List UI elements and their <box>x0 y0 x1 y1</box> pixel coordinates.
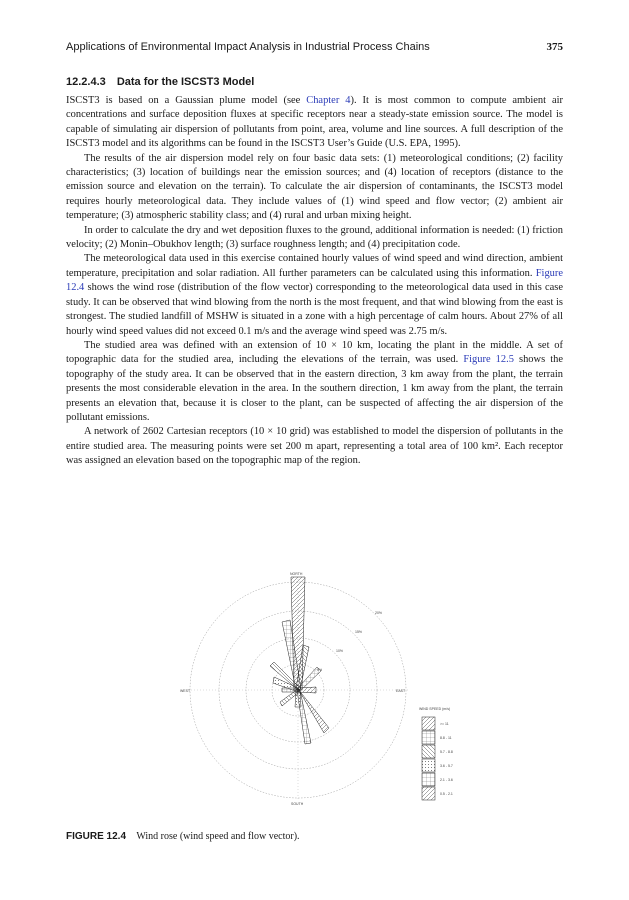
legend-swatch-5 <box>422 773 435 786</box>
legend-label-4: 3.6 - 5.7 <box>440 764 453 768</box>
wind-rose-petals <box>270 577 329 744</box>
label-west: WEST <box>180 689 191 693</box>
petal-w <box>282 688 298 692</box>
section-number: 12.2.4.3 <box>66 76 106 88</box>
legend-swatch-6 <box>422 787 435 800</box>
page-number: 375 <box>546 41 563 53</box>
legend-swatch-1 <box>422 717 435 730</box>
figure-12-5-link[interactable]: Figure 12.5 <box>463 354 514 366</box>
legend-title: WIND SPEED (m/s) <box>419 707 451 711</box>
text-span: The meteorological data used in this exercise contained hourly values of wind speed and wind direction, ambient temperature, precipitation and solar radiation. All further parameters can be calculated using this information. <box>66 253 563 279</box>
label-east: EAST <box>396 689 406 693</box>
body-text <box>66 94 563 469</box>
running-title: Applications of Environmental Impact Analysis in Industrial Process Chains <box>66 41 430 53</box>
legend-swatch-2 <box>422 731 435 744</box>
figure-caption-text: Wind rose (wind speed and flow vector). <box>136 831 300 842</box>
legend-label-5: 2.1 - 3.6 <box>440 778 453 782</box>
text-span: shows the topography of the study area. It can be observed that in the eastern direction, 3 km away from the plant, the terrain presents the most considerable elevation in the area. In the southern direction, 1 km away from the plant, the terrain presents an elevation that, because it is closer to the plant, can be suspected of affecting the air dispersion of the pollutant emissions. <box>66 354 563 423</box>
paragraph-5 <box>66 339 563 425</box>
wind-rose-svg <box>178 565 468 810</box>
legend-label-3: 5.7 - 8.8 <box>440 750 453 754</box>
running-header <box>66 41 563 53</box>
ring-label-2: 10% <box>336 649 344 653</box>
chapter-4-link[interactable]: Chapter 4 <box>306 95 351 106</box>
paragraph-2: The results of the air dispersion model rely on four basic data sets: (1) meteorological conditions; (2) facility characteristics; (3) location of buildings near the emission sources; and (4) location of receptors (distance to the emission source and elevation on the terrain). To calculate the air dispersion of contaminants, the ISCST3 model requires hourly meteorological data. They include values of (1) wind speed and flow vector; (2) ambient air temperature; (3) atmospheric stability class; and (4) rural and urban mixing height. <box>66 152 563 222</box>
legend-label-1: >= 11 <box>440 722 449 726</box>
label-north: NORTH <box>290 572 303 576</box>
ring-label-3: 15% <box>355 630 363 634</box>
paragraph-6: A network of 2602 Cartesian receptors (10 × 10 grid) was established to model the dispersion of pollutants in the entire studied area. The measuring points were set 200 m apart, representing a total area of 100 km². Each receptor was assigned an elevation based on the topographic map of the region. <box>66 426 563 467</box>
figure-caption <box>66 831 300 842</box>
section-title: Data for the ISCST3 Model <box>116 76 255 88</box>
section-heading <box>66 76 254 88</box>
figure-12-4-link[interactable]: Figure 12.4 <box>66 267 563 294</box>
label-south: SOUTH <box>291 802 304 806</box>
text-span: shows the wind rose (distribution of the flow vector) corresponding to the meteorological data used in this case study. It can be observed that wind blowing from the north is the most frequent, and that wind blowing from the east is strongest. The studied landfill of MSHW is situated in a zone with a high percentage of calm hours. About 27% of all hourly wind speed values did not exceed 0.1 m/s and the average wind speed was 2.75 m/s. <box>66 282 563 337</box>
figure-label: FIGURE 12.4 <box>66 831 127 842</box>
legend-swatch-4 <box>422 759 435 772</box>
paragraph-4 <box>66 252 563 338</box>
legend-swatch-3 <box>422 745 435 758</box>
legend-label-2: 8.8 - 11 <box>440 736 452 740</box>
text-span: ). It is most common to compute ambient air concentrations and surface deposition fluxes at specific receptors near a steady-state emission source. The model is capable of simulating air dispersion of pollutants from point, area, volume and line sources. A full description of the ISCST3 model and its algorithms can be found in the ISCST3 User’s Guide (U.S. EPA, 1995). <box>66 95 564 150</box>
text-span: The studied area was defined with an extension of 10 × 10 km, locating the plant in the middle. A set of topographic data for the studied area, including the elevations of the terrain, was used. <box>66 339 563 366</box>
wind-rose-figure <box>178 565 468 810</box>
legend-label-6: 0.5 - 2.1 <box>440 792 453 796</box>
text-span: ISCST3 is based on a Gaussian plume model (see <box>66 95 307 106</box>
ring-label-4: 20% <box>375 611 383 615</box>
paragraph-3: In order to calculate the dry and wet deposition fluxes to the ground, additional information is needed: (1) friction velocity; (2) Monin–Obukhov length; (3) surface roughness length; and (4) precipitation code. <box>66 224 563 251</box>
paragraph-1 <box>66 94 563 152</box>
ring-label-1: 5% <box>317 668 323 672</box>
wind-speed-legend <box>419 707 453 800</box>
